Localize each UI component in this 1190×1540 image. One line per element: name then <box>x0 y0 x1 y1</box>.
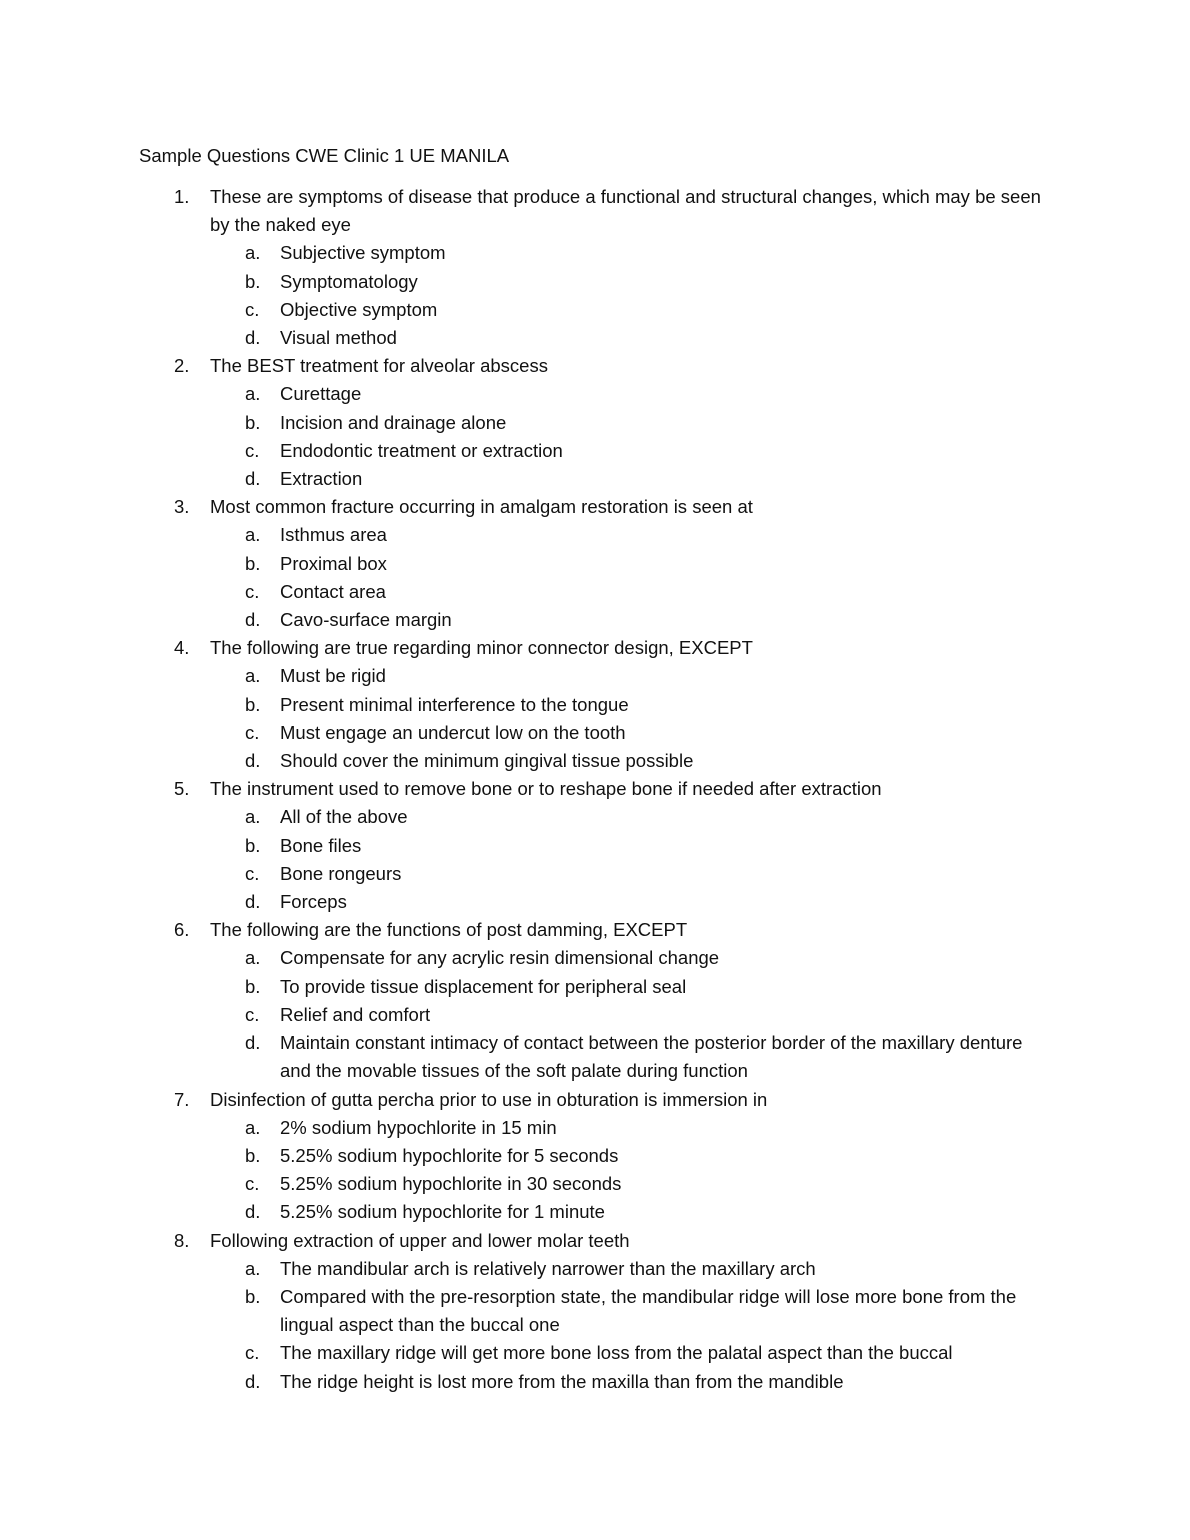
answer-option <box>0 409 1190 437</box>
option-text: The maxillary ridge will get more bone loss from the palatal aspect than the buccal <box>280 1342 953 1364</box>
option-text: The mandibular arch is relatively narrower than the maxillary arch <box>280 1257 816 1279</box>
question-item <box>0 634 1190 775</box>
option-letter: b. <box>245 1285 261 1307</box>
answer-option <box>0 1001 1190 1029</box>
answer-options <box>0 944 1190 1085</box>
option-text: Isthmus area <box>280 524 387 546</box>
answer-option <box>0 1283 1190 1339</box>
question-item <box>0 916 1190 1085</box>
answer-options <box>0 380 1190 493</box>
question-number: 1. <box>174 186 190 207</box>
option-text: Must engage an undercut low on the tooth <box>280 721 626 743</box>
question-text: Disinfection of gutta percha prior to use in obturation is immersion in <box>210 1088 768 1110</box>
question-number: 7. <box>174 1088 190 1110</box>
answer-option <box>0 324 1190 352</box>
option-text: Cavo-surface margin <box>280 609 452 631</box>
answer-option <box>0 380 1190 408</box>
question-item <box>0 775 1190 916</box>
option-letter: d. <box>245 468 261 490</box>
option-letter: a. <box>245 806 261 828</box>
question-list <box>0 183 1190 1396</box>
question-item <box>0 1227 1190 1396</box>
answer-options <box>0 803 1190 916</box>
answer-option <box>0 437 1190 465</box>
option-letter: a. <box>245 524 261 546</box>
option-letter: b. <box>245 411 261 433</box>
question-item <box>0 1086 1190 1227</box>
option-letter: c. <box>245 439 260 461</box>
option-letter: a. <box>245 947 261 969</box>
option-letter: c. <box>245 1003 260 1025</box>
answer-option <box>0 550 1190 578</box>
option-text: Contact area <box>280 580 386 602</box>
question-number: 2. <box>174 355 190 377</box>
answer-option <box>0 888 1190 916</box>
question-text: The following are true regarding minor connector design, EXCEPT <box>210 637 753 659</box>
option-text: Proximal box <box>280 552 387 574</box>
question-text: These are symptoms of disease that produce a functional and structural changes, which may be seen by the naked eye <box>210 186 1041 236</box>
question-text: Most common fracture occurring in amalgam restoration is seen at <box>210 496 753 518</box>
option-letter: b. <box>245 834 261 856</box>
question-text: The instrument used to remove bone or to reshape bone if needed after extraction <box>210 778 882 800</box>
answer-option <box>0 747 1190 775</box>
answer-option <box>0 578 1190 606</box>
option-letter: c. <box>245 1342 260 1364</box>
option-text: To provide tissue displacement for peripheral seal <box>280 975 687 997</box>
option-letter: c. <box>245 721 260 743</box>
option-letter: d. <box>245 1032 261 1054</box>
option-letter: c. <box>245 862 260 884</box>
option-text: Compensate for any acrylic resin dimensional change <box>280 947 720 969</box>
option-text: Endodontic treatment or extraction <box>280 439 563 461</box>
option-letter: c. <box>245 298 260 320</box>
answer-option <box>0 662 1190 690</box>
option-letter: a. <box>245 1257 261 1279</box>
option-text: 5.25% sodium hypochlorite in 30 seconds <box>280 1173 622 1195</box>
answer-option <box>0 606 1190 634</box>
option-text: 5.25% sodium hypochlorite for 5 seconds <box>280 1144 619 1166</box>
option-letter: d. <box>245 1370 261 1392</box>
answer-option <box>0 832 1190 860</box>
option-text: Relief and comfort <box>280 1003 431 1025</box>
option-letter: a. <box>245 383 261 405</box>
option-text: All of the above <box>280 806 408 828</box>
option-letter: b. <box>245 975 261 997</box>
answer-option <box>0 944 1190 972</box>
option-text: Maintain constant intimacy of contact between the posterior border of the maxillary denture and the movable tissues of the soft palate during function <box>280 1032 1023 1082</box>
answer-option <box>0 465 1190 493</box>
option-text: Curettage <box>280 383 362 405</box>
document-title: Sample Questions CWE Clinic 1 UE MANILA <box>139 145 510 166</box>
option-letter: d. <box>245 891 261 913</box>
question-item <box>0 352 1190 493</box>
option-text: 5.25% sodium hypochlorite for 1 minute <box>280 1201 605 1223</box>
answer-option <box>0 803 1190 831</box>
question-number: 6. <box>174 919 190 941</box>
option-letter: a. <box>245 242 261 264</box>
answer-option <box>0 1255 1190 1283</box>
option-text: Must be rigid <box>280 665 386 687</box>
option-letter: a. <box>245 1116 261 1138</box>
option-letter: d. <box>245 609 261 631</box>
question-number: 4. <box>174 637 190 659</box>
answer-option <box>0 1029 1190 1085</box>
question-text: The following are the functions of post damming, EXCEPT <box>210 919 688 941</box>
option-text: Extraction <box>280 468 363 490</box>
question-item <box>0 493 1190 634</box>
option-letter: c. <box>245 1173 260 1195</box>
answer-option <box>0 973 1190 1001</box>
answer-option <box>0 1170 1190 1198</box>
option-letter: a. <box>245 665 261 687</box>
option-text: Objective symptom <box>280 298 438 320</box>
answer-option <box>0 296 1190 324</box>
option-text: Symptomatology <box>280 270 418 292</box>
option-text: Forceps <box>280 891 347 913</box>
answer-option <box>0 691 1190 719</box>
option-text: The ridge height is lost more from the maxilla than from the mandible <box>280 1370 844 1392</box>
option-letter: c. <box>245 580 260 602</box>
question-item <box>0 183 1190 352</box>
option-text: Incision and drainage alone <box>280 411 507 433</box>
question-number: 8. <box>174 1229 190 1251</box>
option-text: Present minimal interference to the tongue <box>280 693 629 715</box>
option-text: Bone files <box>280 834 362 856</box>
question-number: 5. <box>174 778 190 800</box>
answer-option <box>0 1142 1190 1170</box>
question-number: 3. <box>174 496 190 518</box>
answer-option <box>0 719 1190 747</box>
option-text: Subjective symptom <box>280 242 446 264</box>
answer-option <box>0 1114 1190 1142</box>
answer-option <box>0 860 1190 888</box>
answer-option <box>0 521 1190 549</box>
option-text: Compared with the pre-resorption state, the mandibular ridge will lose more bone from the lingual aspect than the buccal one <box>280 1285 1017 1336</box>
option-letter: d. <box>245 327 261 349</box>
option-letter: b. <box>245 1144 261 1166</box>
question-text: The BEST treatment for alveolar abscess <box>210 355 548 377</box>
question-text: Following extraction of upper and lower molar teeth <box>210 1229 630 1251</box>
answer-options <box>0 239 1190 352</box>
option-text: 2% sodium hypochlorite in 15 min <box>280 1116 557 1138</box>
answer-options <box>0 1114 1190 1227</box>
answer-option <box>0 1339 1190 1367</box>
option-text: Should cover the minimum gingival tissue possible <box>280 750 694 772</box>
option-text: Bone rongeurs <box>280 862 402 884</box>
option-letter: b. <box>245 693 261 715</box>
answer-option <box>0 1368 1190 1396</box>
option-text: Visual method <box>280 327 397 349</box>
answer-option <box>0 268 1190 296</box>
answer-option <box>0 239 1190 267</box>
option-letter: d. <box>245 750 261 772</box>
answer-options <box>0 521 1190 634</box>
answer-options <box>0 662 1190 775</box>
option-letter: b. <box>245 552 261 574</box>
answer-options <box>0 1255 1190 1396</box>
option-letter: d. <box>245 1201 261 1223</box>
answer-option <box>0 1198 1190 1226</box>
option-letter: b. <box>245 270 261 292</box>
